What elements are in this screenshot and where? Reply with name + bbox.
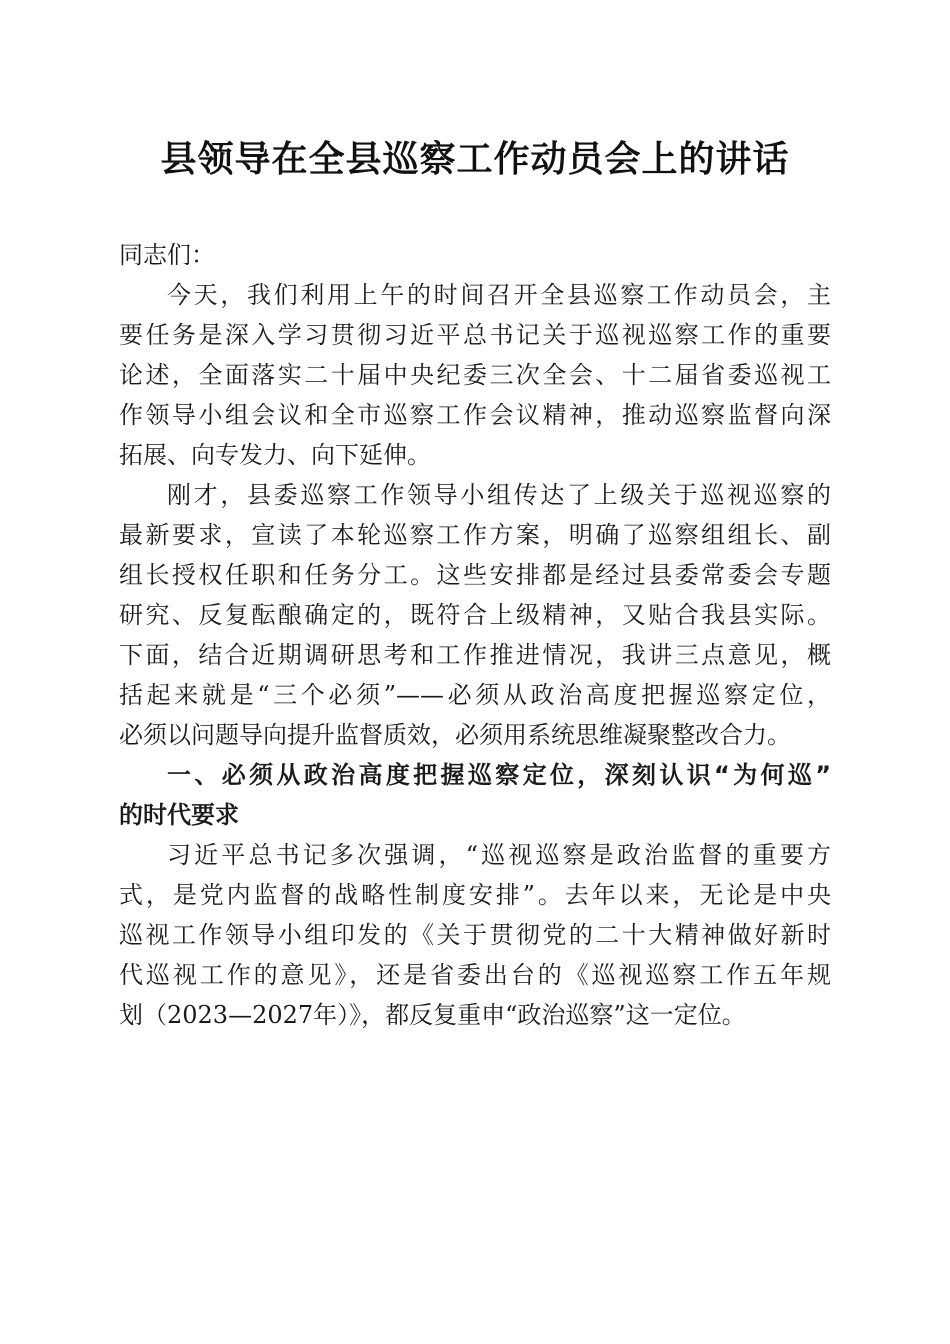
- paragraph-line: 划（2023—2027年）》，都反复重申“政治巡察”这一定位。: [119, 1001, 746, 1029]
- paragraph-opening: [119, 275, 831, 475]
- section-heading-line: 一、必须从政治高度把握巡察定位，深刻认识“为何巡”: [167, 761, 831, 789]
- paragraph-line: 研究、反复酝酿确定的，既符合上级精神，又贴合我县实际。: [119, 601, 831, 629]
- section-heading-line: 的时代要求: [119, 801, 239, 829]
- paragraph-line: 作领导小组会议和全市巡察工作会议精神，推动巡察监督向深: [119, 401, 831, 429]
- document-body: [119, 235, 831, 1035]
- paragraph-line: 巡视工作领导小组印发的《关于贯彻党的二十大精神做好新时: [119, 921, 831, 949]
- paragraph-line: 论述，全面落实二十届中央纪委三次全会、十二届省委巡视工: [119, 361, 831, 389]
- paragraph-overview: [119, 475, 831, 755]
- paragraph-line: 代巡视工作的意见》，还是省委出台的《巡视巡察工作五年规: [119, 961, 831, 989]
- paragraph-line: 必须以问题导向提升监督质效，必须用系统思维凝聚整改合力。: [119, 721, 791, 749]
- paragraph-line: 括起来就是“三个必须”——必须从政治高度把握巡察定位，: [119, 681, 831, 709]
- paragraph-line: 最新要求，宣读了本轮巡察工作方案，明确了巡察组组长、副: [119, 521, 831, 549]
- paragraph-line: 下面，结合近期调研思考和工作推进情况，我讲三点意见，概: [119, 641, 831, 669]
- paragraph-line: 要任务是深入学习贯彻习近平总书记关于巡视巡察工作的重要: [119, 321, 831, 349]
- greeting: 同志们：: [119, 241, 215, 269]
- paragraph-line: 今天，我们利用上午的时间召开全县巡察工作动员会，主: [167, 281, 831, 309]
- paragraph-line: 拓展、向专发力、向下延伸。: [119, 441, 431, 469]
- paragraph-line: 组长授权任职和任务分工。这些安排都是经过县委常委会专题: [119, 561, 831, 589]
- section-heading-one: [119, 755, 831, 835]
- paragraph-section-one: [119, 835, 831, 1035]
- paragraph-line: 习近平总书记多次强调，“巡视巡察是政治监督的重要方: [167, 841, 831, 869]
- paragraph-line: 式，是党内监督的战略性制度安排”。去年以来，无论是中央: [119, 881, 831, 909]
- document-title: 县领导在全县巡察工作动员会上的讲话: [160, 138, 790, 180]
- paragraph-line: 刚才，县委巡察工作领导小组传达了上级关于巡视巡察的: [167, 481, 831, 509]
